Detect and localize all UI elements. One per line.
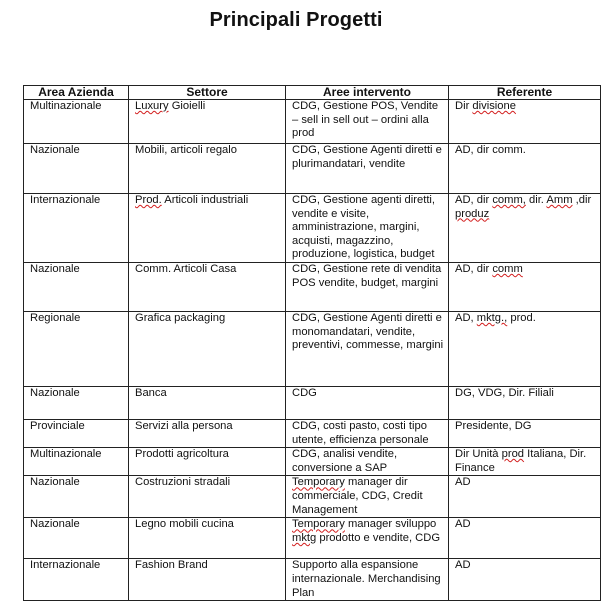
cell-referente: AD, dir comm, dir. Amm ,dir produz [449,194,601,263]
header-area-azienda: Area Azienda [24,86,129,100]
cell-settore: Luxury Gioielli [129,100,286,144]
cell-settore: Prodotti agricoltura [129,448,286,476]
cell-aree-intervento: CDG, Gestione Agenti diretti e plurimandatari, vendite [286,144,449,194]
header-referente: Referente [449,86,601,100]
cell-aree-intervento: Temporary manager sviluppo mktg prodotto e vendite, CDG [286,518,449,559]
cell-area: Nazionale [24,144,129,194]
cell-referente: DG, VDG, Dir. Filiali [449,387,601,420]
cell-settore: Mobili, articoli regalo [129,144,286,194]
table-row [24,144,601,194]
cell-area: Regionale [24,312,129,387]
cell-settore: Banca [129,387,286,420]
cell-area: Nazionale [24,387,129,420]
cell-referente: Dir Unità prod Italiana, Dir. Finance [449,448,601,476]
cell-settore: Servizi alla persona [129,420,286,448]
cell-aree-intervento: CDG, Gestione POS, Vendite – sell in sell out – ordini alla prod [286,100,449,144]
cell-area: Multinazionale [24,448,129,476]
page-title: Principali Progetti [209,9,383,31]
cell-settore: Grafica packaging [129,312,286,387]
projects-table [23,85,601,601]
table-row [24,263,601,312]
table-row [24,559,601,601]
cell-settore: Prod. Articoli industriali [129,194,286,263]
cell-referente: AD [449,476,601,518]
table-row [24,518,601,559]
cell-area: Internazionale [24,194,129,263]
cell-settore: Comm. Articoli Casa [129,263,286,312]
cell-referente: AD, dir comm [449,263,601,312]
cell-aree-intervento: CDG [286,387,449,420]
cell-area: Nazionale [24,476,129,518]
cell-referente: AD, mktg., prod. [449,312,601,387]
cell-area: Internazionale [24,559,129,601]
table-row [24,312,601,387]
cell-area: Multinazionale [24,100,129,144]
table-row [24,420,601,448]
cell-referente: Dir divisione [449,100,601,144]
cell-referente: AD [449,559,601,601]
cell-area: Nazionale [24,518,129,559]
cell-aree-intervento: CDG, Gestione agenti diretti, vendite e visite, amministrazione, margini, acquisti, magazzino, produzione, logistica, budget [286,194,449,263]
cell-area: Nazionale [24,263,129,312]
table-row [24,448,601,476]
cell-aree-intervento: CDG, costi pasto, costi tipo utente, efficienza personale [286,420,449,448]
cell-referente: Presidente, DG [449,420,601,448]
table-row [24,194,601,263]
cell-aree-intervento: CDG, analisi vendite, conversione a SAP [286,448,449,476]
table-header-row [24,86,601,100]
cell-referente: AD [449,518,601,559]
table-row [24,100,601,144]
cell-aree-intervento: CDG, Gestione Agenti diretti e monomandatari, vendite, preventivi, commesse, margini [286,312,449,387]
cell-aree-intervento: Temporary manager dir commerciale, CDG, Credit Management [286,476,449,518]
table-row [24,387,601,420]
cell-settore: Costruzioni stradali [129,476,286,518]
cell-settore: Legno mobili cucina [129,518,286,559]
header-aree-intervento: Aree intervento [286,86,449,100]
cell-referente: AD, dir comm. [449,144,601,194]
cell-aree-intervento: Supporto alla espansione internazionale. Merchandising Plan [286,559,449,601]
cell-settore: Fashion Brand [129,559,286,601]
header-settore: Settore [129,86,286,100]
table-body [24,100,601,601]
table-row [24,476,601,518]
cell-area: Provinciale [24,420,129,448]
cell-aree-intervento: CDG, Gestione rete di vendita POS vendite, budget, margini [286,263,449,312]
